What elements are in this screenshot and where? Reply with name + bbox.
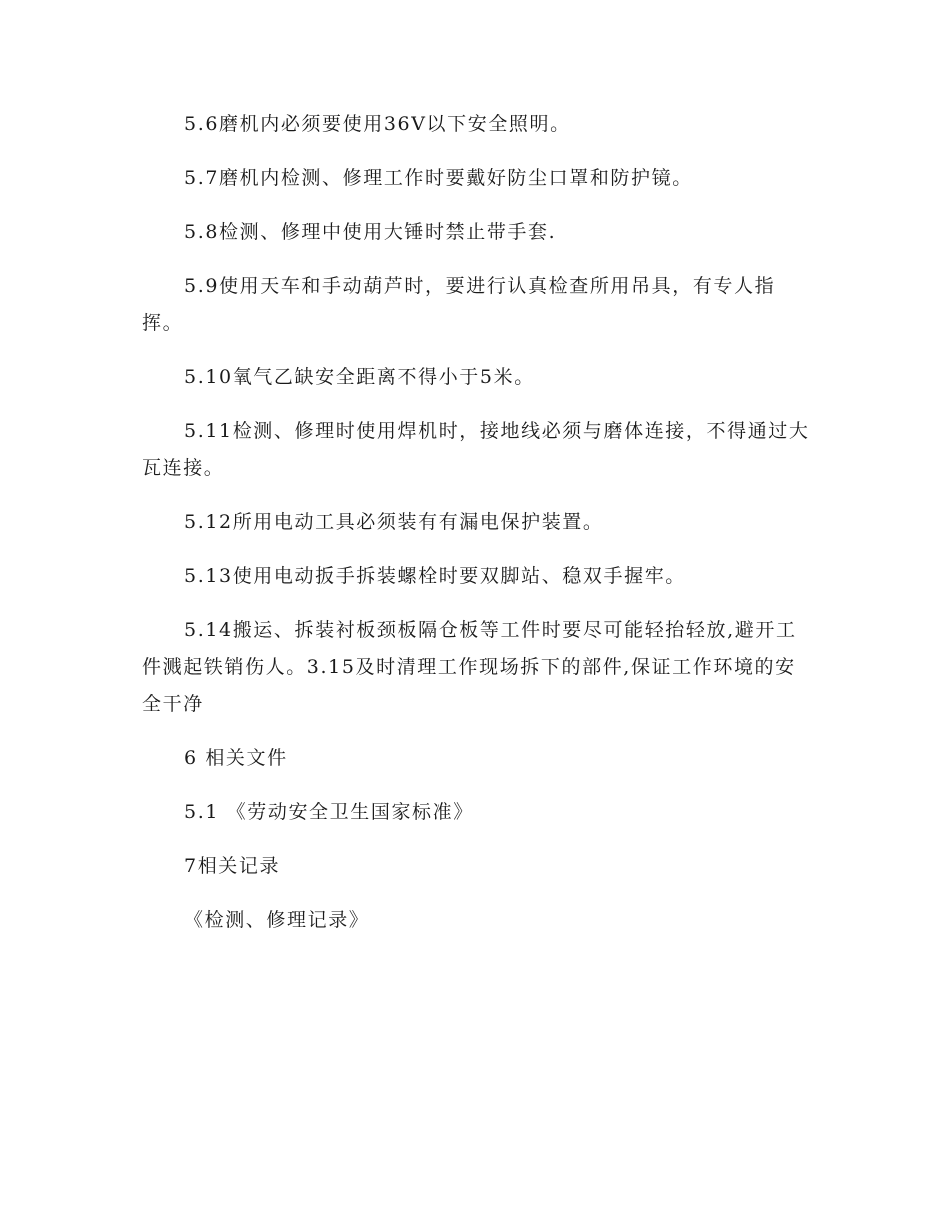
paragraph-5-10: 5.10氧气乙缺安全距离不得小于5米。 — [184, 366, 535, 388]
paragraph-5-7: 5.7磨机内检测、修理工作时要戴好防尘口罩和防护镜。 — [184, 167, 693, 189]
paragraph-5-14: 5.14搬运、拆装衬板颈板隔仓板等工件时要尽可能轻抬轻放,避开工件溅起铁销伤人。3.15及时清理工作现场拆下的部件,保证工作环境的安全干净 — [142, 619, 797, 715]
related-record-item: 《检测、修理记录》 — [184, 909, 370, 931]
paragraph-5-13: 5.13使用电动扳手拆装螺栓时要双脚站、稳双手握牢。 — [184, 565, 686, 587]
section-heading-related-documents: 6 相关文件 — [184, 747, 288, 769]
paragraph-5-11: 5.11检测、修理时使用焊机时，接地线必须与磨体连接，不得通过大瓦连接。 — [142, 420, 810, 479]
related-document-item: 5.1 《劳动安全卫生国家标准》 — [184, 801, 474, 823]
paragraph-5-6: 5.6磨机内必须要使用36V以下安全照明。 — [184, 113, 571, 135]
paragraph-5-9: 5.9使用天车和手动葫芦时，要进行认真检查所用吊具，有专人指挥。 — [142, 275, 776, 334]
paragraph-5-12: 5.12所用电动工具必须装有有漏电保护装置。 — [184, 511, 604, 533]
section-heading-related-records: 7相关记录 — [184, 855, 281, 877]
paragraph-5-8: 5.8检测、修理中使用大锤时禁止带手套. — [184, 221, 557, 243]
document-body — [142, 106, 812, 939]
